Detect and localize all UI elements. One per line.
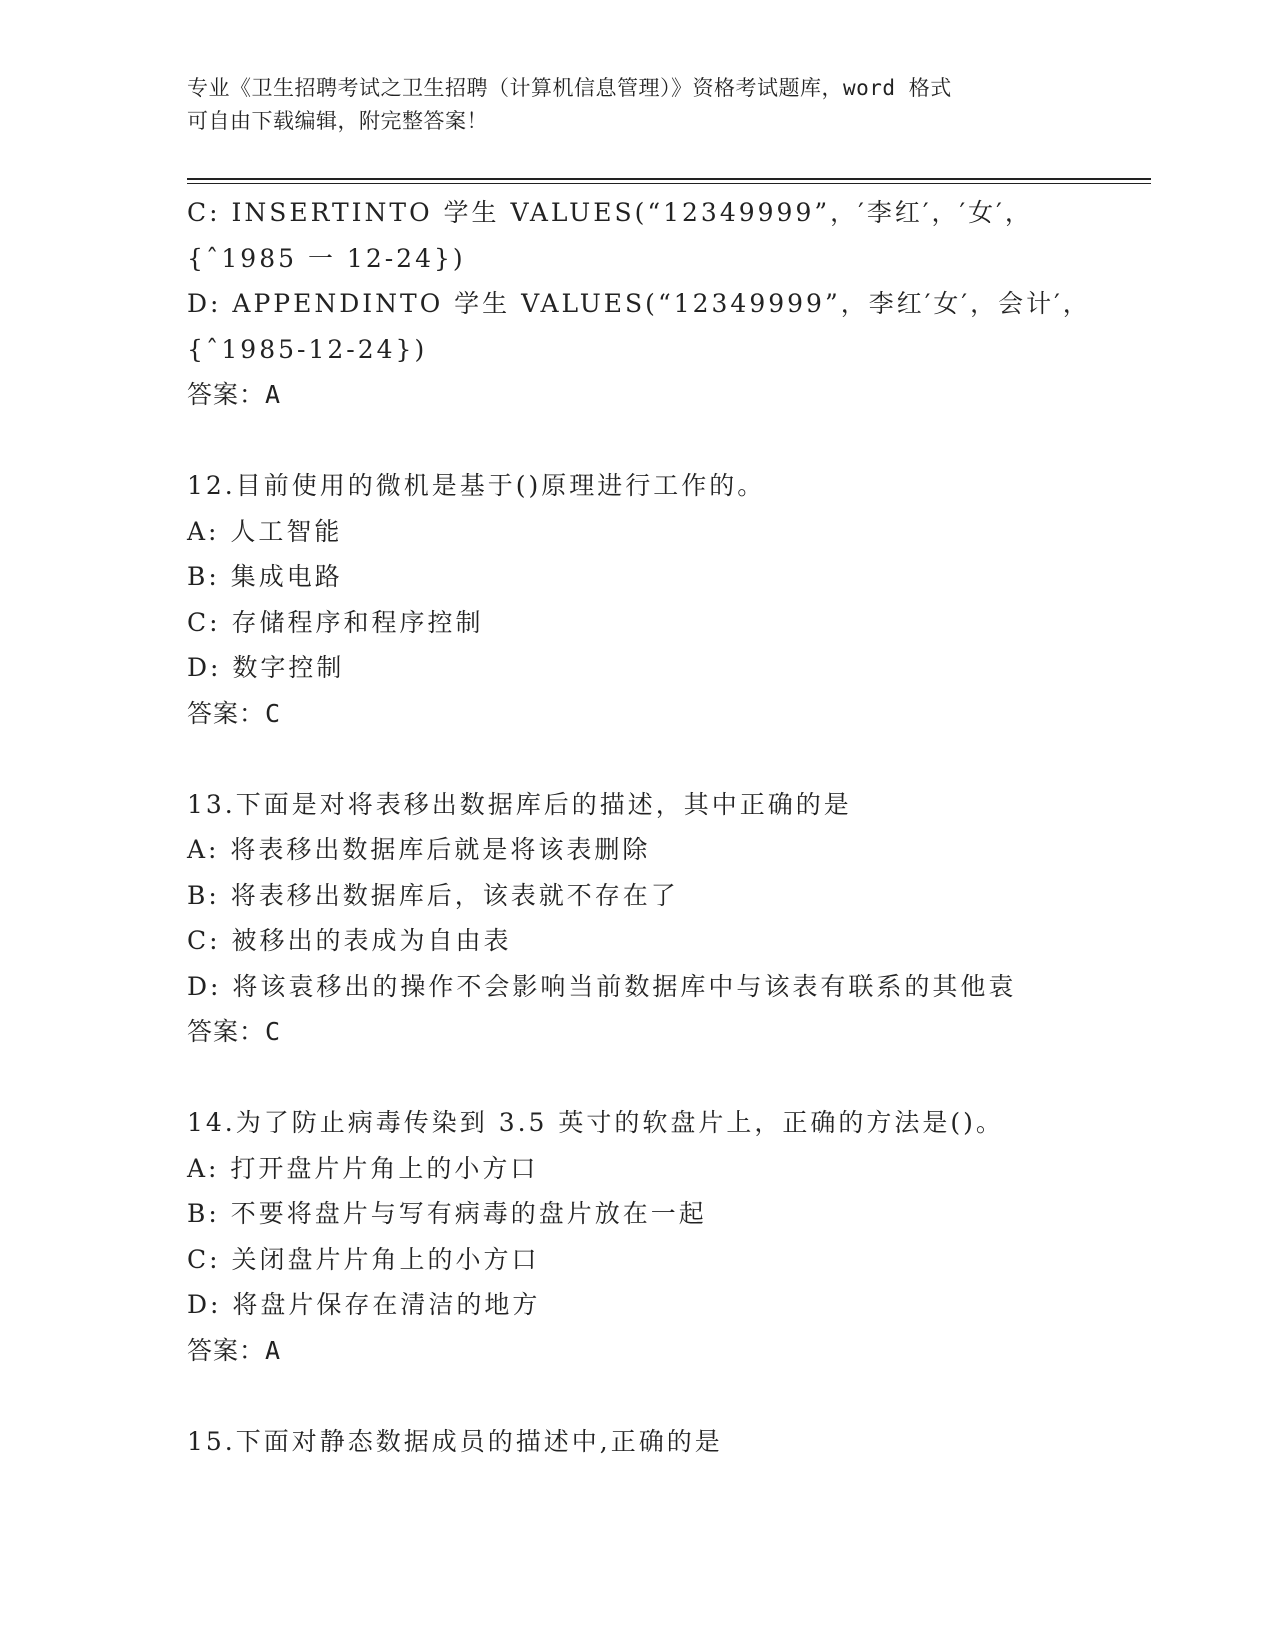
option-c: C: 被移出的表成为自由表 (187, 926, 512, 955)
question-stem: 13.下面是对将表移出数据库后的描述，其中正确的是 (187, 789, 852, 819)
option-d: D: 将该袁移出的操作不会影响当前数据库中与该表有联系的其他袁 (187, 971, 1017, 1001)
answer: 答案：C (187, 698, 282, 728)
document-header (187, 72, 1087, 138)
header-line-1: 专业《卫生招聘考试之卫生招聘（计算机信息管理）》资格考试题库，word 格式 (187, 76, 952, 100)
spacer (187, 1055, 1151, 1101)
answer: 答案：C (187, 1017, 282, 1046)
option-c: C: 关闭盘片片角上的小方口 (187, 1244, 540, 1274)
option-a: A: 将表移出数据库后就是将该表删除 (187, 835, 651, 864)
question-15 (187, 1419, 1151, 1465)
question-stem: 15.下面对静态数据成员的描述中,正确的是 (187, 1426, 723, 1456)
option-a: A: 人工智能 (187, 516, 343, 546)
question-12 (187, 463, 1151, 736)
question-13 (187, 782, 1151, 1055)
option-d: D: 将盘片保存在清洁的地方 (187, 1290, 541, 1319)
question-stem: 14.为了防止病毒传染到 3.5 英寸的软盘片上，正确的方法是()。 (187, 1108, 1004, 1137)
question-14 (187, 1100, 1151, 1373)
question-stem: 12.目前使用的微机是基于()原理进行工作的。 (187, 471, 766, 500)
spacer (187, 418, 1151, 464)
option-b: B: 集成电路 (187, 562, 343, 591)
option-c: C: 存储程序和程序控制 (187, 607, 484, 637)
spacer (187, 736, 1151, 782)
option-b: B: 不要将盘片与写有病毒的盘片放在一起 (187, 1199, 707, 1228)
answer: 答案：A (187, 1335, 282, 1365)
option-d: D: 数字控制 (187, 653, 345, 682)
option-a: A: 打开盘片片角上的小方口 (187, 1153, 539, 1183)
answer: 答案：A (187, 380, 282, 409)
header-divider-thick (187, 178, 1151, 180)
question-11 (187, 190, 1151, 418)
option-c-continued: {ˆ1985 一 12-24}) (187, 243, 466, 273)
option-b: B: 将表移出数据库后，该表就不存在了 (187, 880, 679, 910)
header-divider-thin (187, 183, 1151, 184)
option-d-continued: {ˆ1985-12-24}) (187, 334, 428, 364)
spacer (187, 1373, 1151, 1419)
question-content (187, 190, 1151, 1464)
option-d: D: APPENDINTO 学生 VALUES(“12349999”，李红′女′，会计′， (187, 289, 1091, 318)
header-line-2: 可自由下载编辑，附完整答案！ (187, 109, 488, 133)
option-c: C: INSERTINTO 学生 VALUES(“12349999”，′李红′，′女′， (187, 198, 1033, 227)
